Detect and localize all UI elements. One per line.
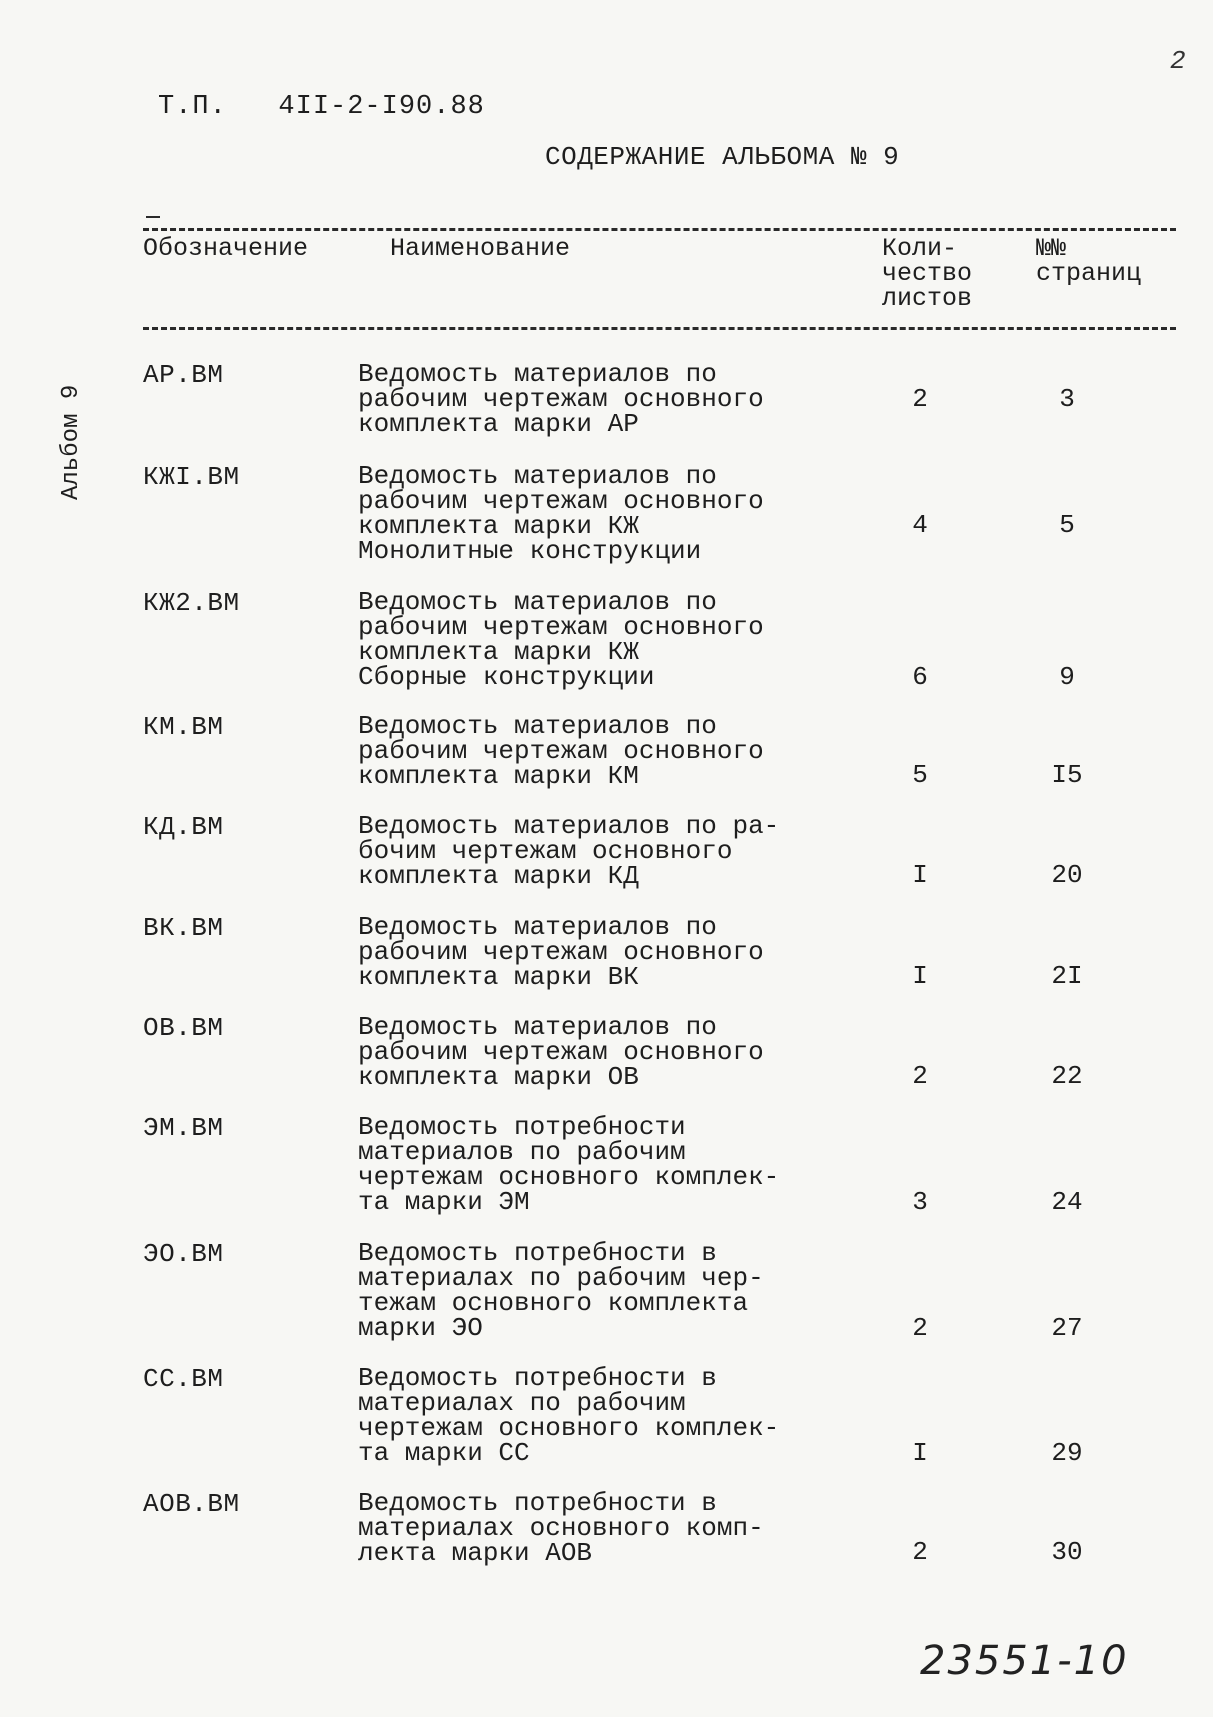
table-top-rule	[143, 228, 1176, 231]
row-name: Ведомость материалов по рабочим чертежам основного комплекта марки АР	[358, 359, 764, 439]
archive-number: 23551-10	[920, 1638, 1129, 1684]
row-sheet-count: 2	[912, 1537, 928, 1567]
row-name: Ведомость потребности в материалах по рабочим чертежам основного комплек- та марки СС	[358, 1363, 780, 1468]
row-sheet-count: 6	[912, 662, 928, 692]
row-code: КД.ВМ	[143, 812, 224, 842]
header-page: №№ страниц	[1036, 234, 1142, 288]
row-code: ЭО.ВМ	[143, 1239, 224, 1269]
row-name: Ведомость материалов по рабочим чертежам основного комплекта марки КМ	[358, 711, 764, 791]
row-page-number: 5	[1059, 510, 1075, 540]
row-page-number: 22	[1051, 1061, 1083, 1091]
row-name: Ведомость потребности в материалах основного комп- лекта марки АОВ	[358, 1488, 764, 1568]
row-code: КЖI.ВМ	[143, 462, 240, 492]
row-page-number: 9	[1059, 662, 1075, 692]
row-page-number: 24	[1051, 1187, 1083, 1217]
row-name: Ведомость материалов по ра- бочим чертежам основного комплекта марки КД	[358, 811, 780, 891]
row-page-number: I5	[1051, 760, 1083, 790]
row-code: АР.ВМ	[143, 360, 224, 390]
row-code: КМ.ВМ	[143, 712, 224, 742]
page-number: 2	[1170, 46, 1186, 76]
header-name: Наименование	[390, 234, 571, 263]
row-page-number: 2I	[1051, 961, 1083, 991]
row-sheet-count: 3	[912, 1187, 928, 1217]
side-album-label: Альбом 9	[58, 384, 85, 500]
row-sheet-count: 4	[912, 510, 928, 540]
document-title: СОДЕРЖАНИЕ АЛЬБОМА № 9	[545, 142, 900, 172]
row-code: СС.ВМ	[143, 1364, 224, 1394]
row-code: ОВ.ВМ	[143, 1013, 224, 1043]
table-header-rule	[143, 327, 1176, 330]
row-name: Ведомость материалов по рабочим чертежам основного комплекта марки КЖ Сборные конструкции	[358, 587, 764, 692]
row-code: ВК.ВМ	[143, 913, 224, 943]
row-code: АОВ.ВМ	[143, 1489, 240, 1519]
row-page-number: 3	[1059, 384, 1075, 414]
row-sheet-count: 2	[912, 1061, 928, 1091]
row-name: Ведомость материалов по рабочим чертежам основного комплекта марки ВК	[358, 912, 764, 992]
header-qty: Коли- чество листов	[882, 234, 973, 313]
header-code: Обозначение	[143, 234, 309, 263]
row-sheet-count: I	[912, 961, 928, 991]
row-page-number: 27	[1051, 1313, 1083, 1343]
row-code: КЖ2.ВМ	[143, 588, 240, 618]
row-sheet-count: 2	[912, 384, 928, 414]
row-name: Ведомость потребности в материалах по рабочим чер- тежам основного комплекта марки ЭО	[358, 1238, 764, 1343]
row-sheet-count: 2	[912, 1313, 928, 1343]
row-page-number: 29	[1051, 1438, 1083, 1468]
row-sheet-count: I	[912, 860, 928, 890]
row-page-number: 20	[1051, 860, 1083, 890]
document-code: Т.П. 4II-2-I90.88	[158, 92, 485, 122]
row-sheet-count: 5	[912, 760, 928, 790]
row-name: Ведомость потребности материалов по рабочим чертежам основного комплек- та марки ЭМ	[358, 1112, 780, 1217]
row-code: ЭМ.ВМ	[143, 1113, 224, 1143]
row-page-number: 30	[1051, 1537, 1083, 1567]
table-rule-tick	[146, 216, 160, 218]
row-sheet-count: I	[912, 1438, 928, 1468]
row-name: Ведомость материалов по рабочим чертежам основного комплекта марки ОВ	[358, 1012, 764, 1092]
row-name: Ведомость материалов по рабочим чертежам основного комплекта марки КЖ Монолитные конструкции	[358, 461, 764, 566]
